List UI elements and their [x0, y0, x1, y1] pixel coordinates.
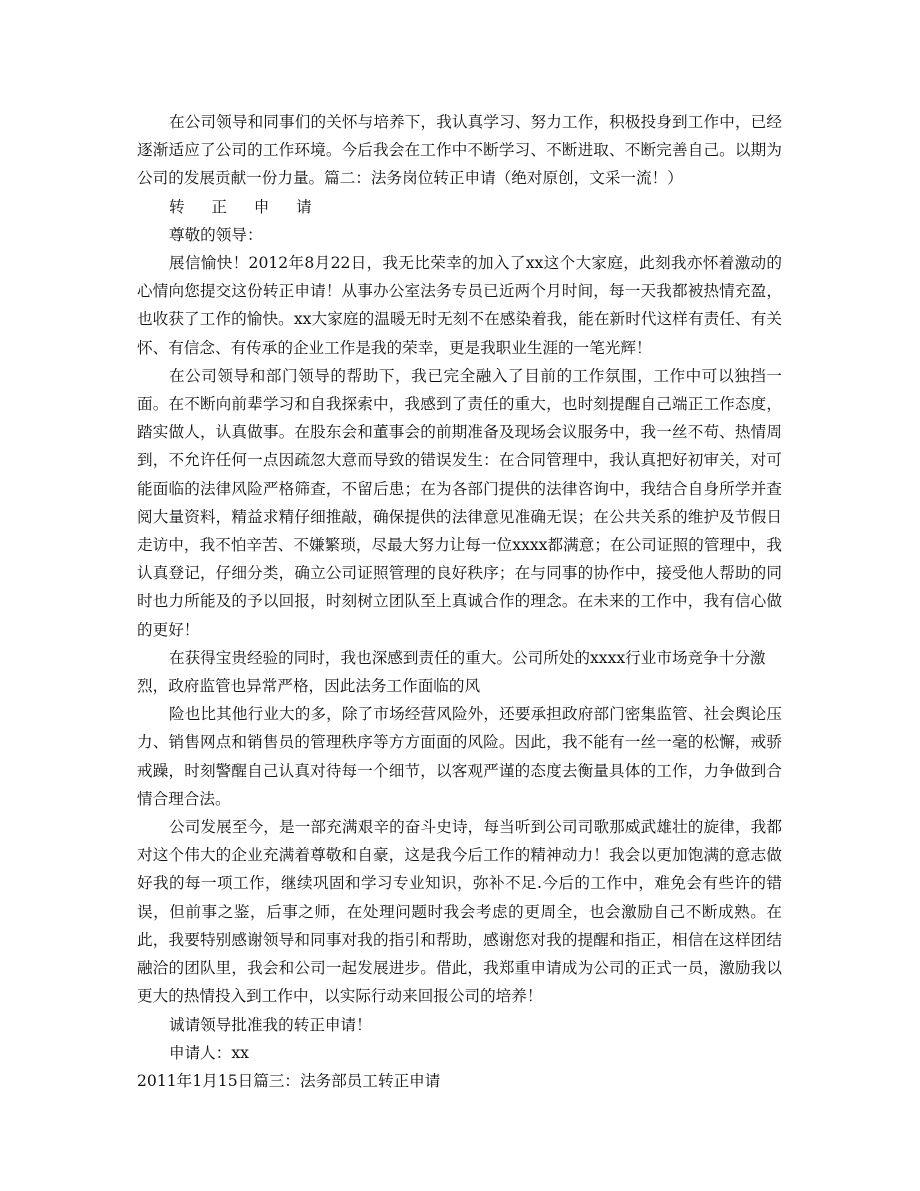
section-heading: 转 正 申 请: [168, 197, 323, 216]
paragraph-responsibility: 在获得宝贵经验的同时，我也深感到责任的重大。公司所处的xxxx行业市场竞争十分激烈，政府监管也异常严格，因此法务工作面临的风: [137, 648, 766, 696]
date-line: 2011年1月15日篇三：法务部员工转正申请: [137, 1071, 441, 1090]
applicant-line: 申请人：xx: [168, 1043, 249, 1062]
paragraph-development: 公司发展至今，是一部充满艰辛的奋斗史诗，每当听到公司司歌那威武雄壮的旋律，我都对这个伟大的企业充满着尊敬和自豪，这是我今后工作的精神动力！我会以更加饱满的意志做好我的每一项工作，继续巩固和学习专业知识，弥补不足.今后的工作中，难免会有些许的错误，但前事之鉴，后事之师，在处理问题时我会考虑的更周全，也会激励自己不断成熟。在此，我要特别感谢领导和同事对我的指引和帮助，感谢您对我的提醒和指正，相信在这样团结融洽的团队里，我会和公司一起发展进步。借此，我郑重申请成为公司的正式一员，激励我以更大的热情投入到工作中，以实际行动来回报公司的培养！: [137, 818, 782, 1006]
salutation: 尊敬的领导：: [168, 225, 263, 244]
paragraph-intro: 在公司领导和同事们的关怀与培养下，我认真学习、努力工作，积极投身到工作中，已经逐渐适应了公司的工作环境。今后我会在工作中不断学习、不断进取、不断完善自己。以期为公司的发展贡献一份力量。篇二：法务岗位转正申请（绝对原创，文采一流！）: [137, 113, 782, 188]
paragraph-risk: 险也比其他行业大的多，除了市场经营风险外，还要承担政府部门密集监管、社会舆论压力、销售网点和销售员的管理秩序等方方面面的风险。因此，我不能有一丝一毫的松懈，戒骄戒躁，时刻警醒自己认真对待每一个细节，以客观严谨的态度去衡量具体的工作，力争做到合情合理合法。: [137, 705, 782, 808]
document-body: [137, 108, 782, 1095]
paragraph-work-summary: 在公司领导和部门领导的帮助下，我已完全融入了目前的工作氛围，工作中可以独挡一面。在不断向前辈学习和自我探索中，我感到了责任的重大，也时刻提醒自己端正工作态度，踏实做人，认真做事。在股东会和董事会的前期准备及现场会议服务中，我一丝不苟、热情周到，不允许任何一点因疏忽大意而导致的错误发生：在合同管理中，我认真把好初审关，对可能面临的法律风险严格筛查，不留后患；在为各部门提供的法律咨询中，我结合自身所学并查阅大量资料，精益求精仔细推敲，确保提供的法律意见准确无误；在公共关系的维护及节假日走访中，我不怕辛苦、不嫌繁琐，尽最大努力让每一位xxxx都满意；在公司证照的管理中，我认真登记，仔细分类，确立公司证照管理的良好秩序；在与同事的协作中，接受他人帮助的同时也力所能及的予以回报，时刻树立团队至上真诚合作的理念。在未来的工作中，我有信心做的更好！: [137, 366, 782, 639]
paragraph-request: 诚请领导批准我的转正申请！: [168, 1015, 372, 1034]
paragraph-greeting: 展信愉快！2012年8月22日，我无比荣幸的加入了xx这个大家庭，此刻我亦怀着激动的心情向您提交这份转正申请！从事办公室法务专员已近两个月时间，每一天我都被热情充盈，也收获了工作的愉快。xx大家庭的温暖无时无刻不在感染着我，能在新时代这样有责任、有关怀、有信念、有传承的企业工作是我的荣幸，更是我职业生涯的一笔光辉！: [137, 254, 782, 357]
